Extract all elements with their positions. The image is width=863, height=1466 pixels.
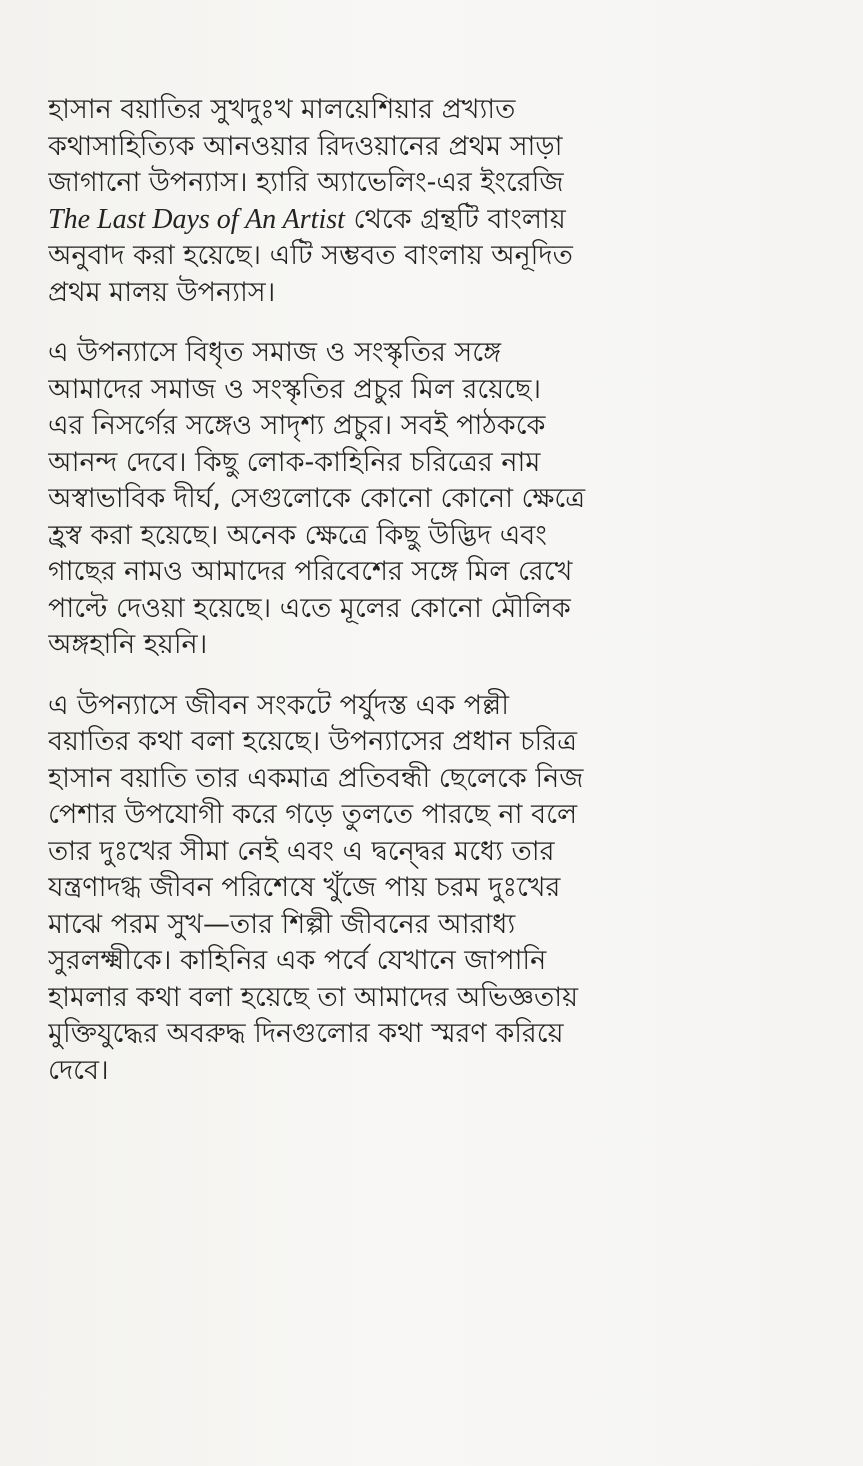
text-line: গাছের নামও আমাদের পরিবেশের সঙ্গে মিল রেখে bbox=[48, 556, 573, 587]
text-line: তার দুঃখের সীমা নেই এবং এ দ্বন্দ্বের মধ্যে তার bbox=[48, 835, 555, 867]
text-line: এ উপন্যাসে জীবন সংকটে পর্যুদস্ত এক পল্লী bbox=[48, 689, 509, 721]
text-body bbox=[48, 92, 738, 1089]
text-line: জাগানো উপন্যাস। হ্যারি অ্যাভেলিং-এর ইংরেজি bbox=[48, 167, 564, 198]
text-line: অঙ্গহানি হয়নি। bbox=[48, 629, 208, 660]
text-line: মাঝে পরম সুখ—তার শিল্পী জীবনের আরাধ্য bbox=[48, 908, 516, 940]
text-line: পাল্টে দেওয়া হয়েছে। এতে মূলের কোনো মৌলিক bbox=[48, 592, 571, 624]
text-line: মুক্তিযুদ্ধের অবরুদ্ধ দিনগুলোর কথা স্মরণ করিয়ে bbox=[48, 1018, 564, 1049]
text-line: যন্ত্রণাদগ্ধ জীবন পরিশেষে খুঁজে পায় চরম দুঃখের bbox=[48, 872, 561, 903]
paragraph-1 bbox=[48, 92, 738, 311]
text-line: প্রথম মালয় উপন্যাস। bbox=[48, 276, 276, 308]
text-line: সুরলক্ষ্মীকে। কাহিনির এক পর্বে যেখানে জাপানি bbox=[48, 945, 547, 976]
text-line: এর নিসর্গের সঙ্গেও সাদৃশ্য প্রচুর। সবই পাঠককে bbox=[48, 410, 546, 441]
text-line: বয়াতির কথা বলা হয়েছে। উপন্যাসের প্রধান চরিত্র bbox=[48, 726, 577, 757]
text-line: অনুবাদ করা হয়েছে। এটি সম্ভবত বাংলায় অনূদিত bbox=[48, 240, 573, 271]
paragraph-3 bbox=[48, 688, 738, 1090]
text-line-rest: থেকে গ্রন্থটি বাংলায় bbox=[344, 203, 566, 235]
text-line: কথাসাহিত্যিক আনওয়ার রিদওয়ানের প্রথম সাড়া bbox=[48, 130, 563, 162]
paragraph-2 bbox=[48, 335, 738, 664]
text-line-with-book-title bbox=[48, 202, 738, 239]
book-title-english: The Last Days of An Artist bbox=[48, 203, 345, 235]
text-line: হ্রস্ব করা হয়েছে। অনেক ক্ষেত্রে কিছু উদ্ভিদ এবং bbox=[48, 519, 547, 551]
text-line: এ উপন্যাসে বিধৃত সমাজ ও সংস্কৃতির সঙ্গে bbox=[48, 337, 502, 368]
text-line: দেবে। bbox=[48, 1054, 109, 1086]
text-line: হাসান বয়াতির সুখদুঃখ মালয়েশিয়ার প্রখ্যাত bbox=[48, 94, 516, 125]
text-line: পেশার উপযোগী করে গড়ে তুলতে পারছে না বলে bbox=[48, 799, 578, 830]
text-line: অস্বাভাবিক দীর্ঘ, সেগুলোকে কোনো কোনো ক্ষেত্রে bbox=[48, 483, 586, 514]
text-line: আনন্দ দেবে। কিছু লোক-কাহিনির চরিত্রের নাম bbox=[48, 446, 541, 478]
text-line: হামলার কথা বলা হয়েছে তা আমাদের অভিজ্ঞতায় bbox=[48, 981, 578, 1013]
text-line: হাসান বয়াতি তার একমাত্র প্রতিবন্ধী ছেলেকে নিজ bbox=[48, 762, 584, 794]
text-line: আমাদের সমাজ ও সংস্কৃতির প্রচুর মিল রয়েছে। bbox=[48, 373, 542, 405]
